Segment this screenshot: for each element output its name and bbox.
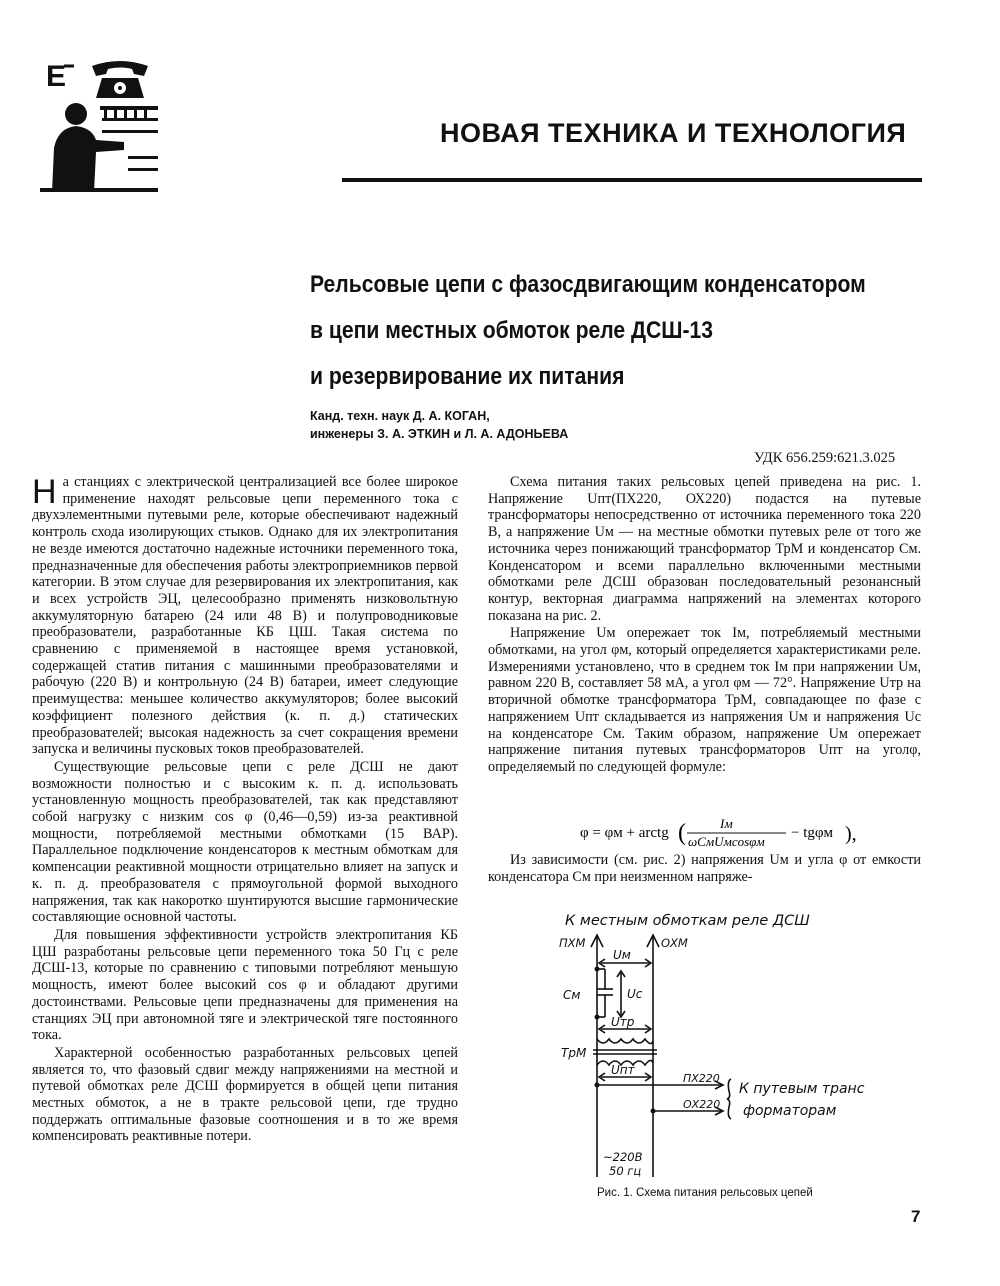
- figure-schematic: [545, 905, 885, 1185]
- udk-code: УДК 656.259:621.3.025: [754, 450, 896, 466]
- title-line: в цепи местных обмоток реле ДСШ-13: [310, 317, 714, 344]
- section-rule: [342, 178, 922, 182]
- svg-text:E: E: [46, 60, 67, 93]
- paragraph: [32, 474, 458, 758]
- right-label-line-1: К путевым транс: [739, 1081, 865, 1097]
- title-line: и резервирование их питания: [310, 363, 625, 390]
- formula-end: ),: [845, 823, 857, 845]
- right-column-continued: [488, 852, 921, 885]
- figure-caption: Рис. 1. Схема питания рельсовых цепей: [597, 1187, 813, 1199]
- paragraph: Для повышения эффективности устройств электропитания КБ ЦШ разработаны рельсовые цепи переменного тока 50 Гц с реле ДСШ-13, которые по сравнению с типовыми потребляют меньшую мощность, имеют более высокий cos φ и обладают другими достоинствами. Рельсовые цепи предназначены для применения на станциях ЭЦ при автономной тяге и электрической тяге постоянного тока.: [32, 926, 458, 1044]
- formula-numerator: Iм: [720, 816, 733, 831]
- label-ox220: ОХ220: [683, 1098, 721, 1111]
- label-pxm: ПХМ: [559, 936, 586, 950]
- source-frequency: 50 гц: [609, 1164, 642, 1178]
- authors: [310, 407, 568, 443]
- paragraph: Напряжение Uм опережает ток Iм, потребляемый местными обмотками, на угол φм, который определяется характеристиками реле. Измерениями установлено, что в среднем ток Iм при напряжении Uм, равном 220 В, составляет 58 мА, а угол φм — 72°. Напряжение Uтр на вторичной обмотке трансформатора ТрМ, совпадающее по фазе с напряжением Uпт складывается из напряжения Uм и напряжения Uс на конденсаторе Cм. Таким образом, напряжение Uм опережает напряжение питания путевых трансформаторов Uпт на уголφ, определяемый по следующей формуле:: [488, 625, 921, 775]
- label-um: Uм: [613, 948, 631, 962]
- authors-line: Канд. техн. наук Д. А. КОГАН,: [310, 409, 490, 423]
- section-title: НОВАЯ ТЕХНИКА И ТЕХНОЛОГИЯ: [440, 118, 907, 148]
- label-upt: Uпт: [611, 1063, 635, 1077]
- article-title: [310, 262, 866, 400]
- label-oxm: ОХМ: [661, 936, 688, 950]
- source-voltage: ~220В: [603, 1150, 643, 1164]
- paragraph: Схема питания таких рельсовых цепей приведена на рис. 1. Напряжение Uпт(ПХ220, ОХ220) подастся на путевые трансформаторы непосредственно от источника переменного тока 220 В, а напряжение Uм — на местные обмотки путевых реле от того же источника через понижающий трансформатор ТрМ и конденсатор Cм. Конденсатором и всеми параллельно включенными местными обмотками реле ДСШ образован последовательный резонансный контур, векторная диаграмма напряжений на элементах которого показана на рис. 2.: [488, 474, 921, 624]
- drop-cap: Н: [32, 473, 57, 511]
- formula-tail: − tgφм: [791, 825, 834, 841]
- right-column: [488, 474, 921, 776]
- label-px220: ПХ220: [683, 1072, 720, 1085]
- formula: [560, 813, 900, 853]
- label-utr: Uтр: [611, 1015, 635, 1029]
- label-uc: Uс: [627, 987, 643, 1001]
- label-trm: ТрМ: [561, 1046, 587, 1060]
- page-number: 7: [911, 1207, 921, 1226]
- paragraph: Существующие рельсовые цепи с реле ДСШ не дают возможности полностью и с высоким к. п. д. использовать установленную мощность преобразователей, так как представляют собой нагрузку с низким cos φ (0,46—0,59) из-за реактивной мощности, потребляемой местными обмотками (15 ВАР). Параллельное подключение конденсаторов к местным обмоткам для компенсации реактивной мощности отрицательно влияет на запуск и к. п. д. преобразователя с прямоугольной формой выходного напряжения, так как накоротко шунтируются высшие гармонические составляющие основной частоты.: [32, 758, 458, 926]
- figure-top-label: К местным обмоткам реле ДСШ: [565, 913, 810, 929]
- formula-lhs: φ = φм + arctg: [580, 825, 669, 841]
- label-cm: Cм: [563, 988, 581, 1002]
- section-logo-illustration: [40, 52, 158, 192]
- paragraph: Характерной особенностью разработанных рельсовых цепей является то, что фазовый сдвиг между напряжениями на местной и путевой обмотках реле ДСШ формируется в общей цепи питания местных обмоток, а не в тракте рельсовой цепи, где трудно поддержать оптимальные фазовые соотношения и в то же время компенсировать реактивные потери.: [32, 1044, 458, 1145]
- left-column: [32, 474, 458, 1145]
- formula-denominator: ωCмUмcosφм: [688, 834, 765, 849]
- paragraph: Из зависимости (см. рис. 2) напряжения Uм и угла φ от емкости конденсатора Cм при неизменном напряже-: [488, 852, 921, 885]
- formula-paren-open: (: [678, 820, 686, 846]
- authors-line: инженеры З. А. ЭТКИН и Л. А. АДОНЬЕВА: [310, 427, 569, 441]
- right-label-line-2: форматорам: [743, 1103, 837, 1119]
- title-line: Рельсовые цепи с фазосдвигающим конденсатором: [310, 271, 866, 298]
- paragraph-text: а станциях с электрической централизацией все более широкое применение находят рельсовые цепи переменного тока с двухэлементными путевыми реле, которые обеспечивают надежный контроль схода изолирующих стыков. Однако для их электропитания не везде имеются достаточно надежные источники переменного тока, предназначенные для обеспечения работы электроприемников первой категории. В этом случае для резервирования их электропитания, как и всех устройств ЭЦ, целесообразно применять низковольтную аккумуляторную батарею (24 или 48 В) и полупроводниковые преобразователи, разработанные КБ ЦШ. Такая система по сравнению с применяемой в настоящее время установкой, содержащей статив питания с машинными преобразователями и рабочую (220 В) и контрольную (24 В) батареи, имеет следующие преимущества: меньшее количество аккумуляторов; более высокий коэффициент полезного действия (к. п. д.) статических преобразователей; высокая надежность за счет сокращения времени запуска и величины пусковых токов преобразователей.: [32, 474, 458, 758]
